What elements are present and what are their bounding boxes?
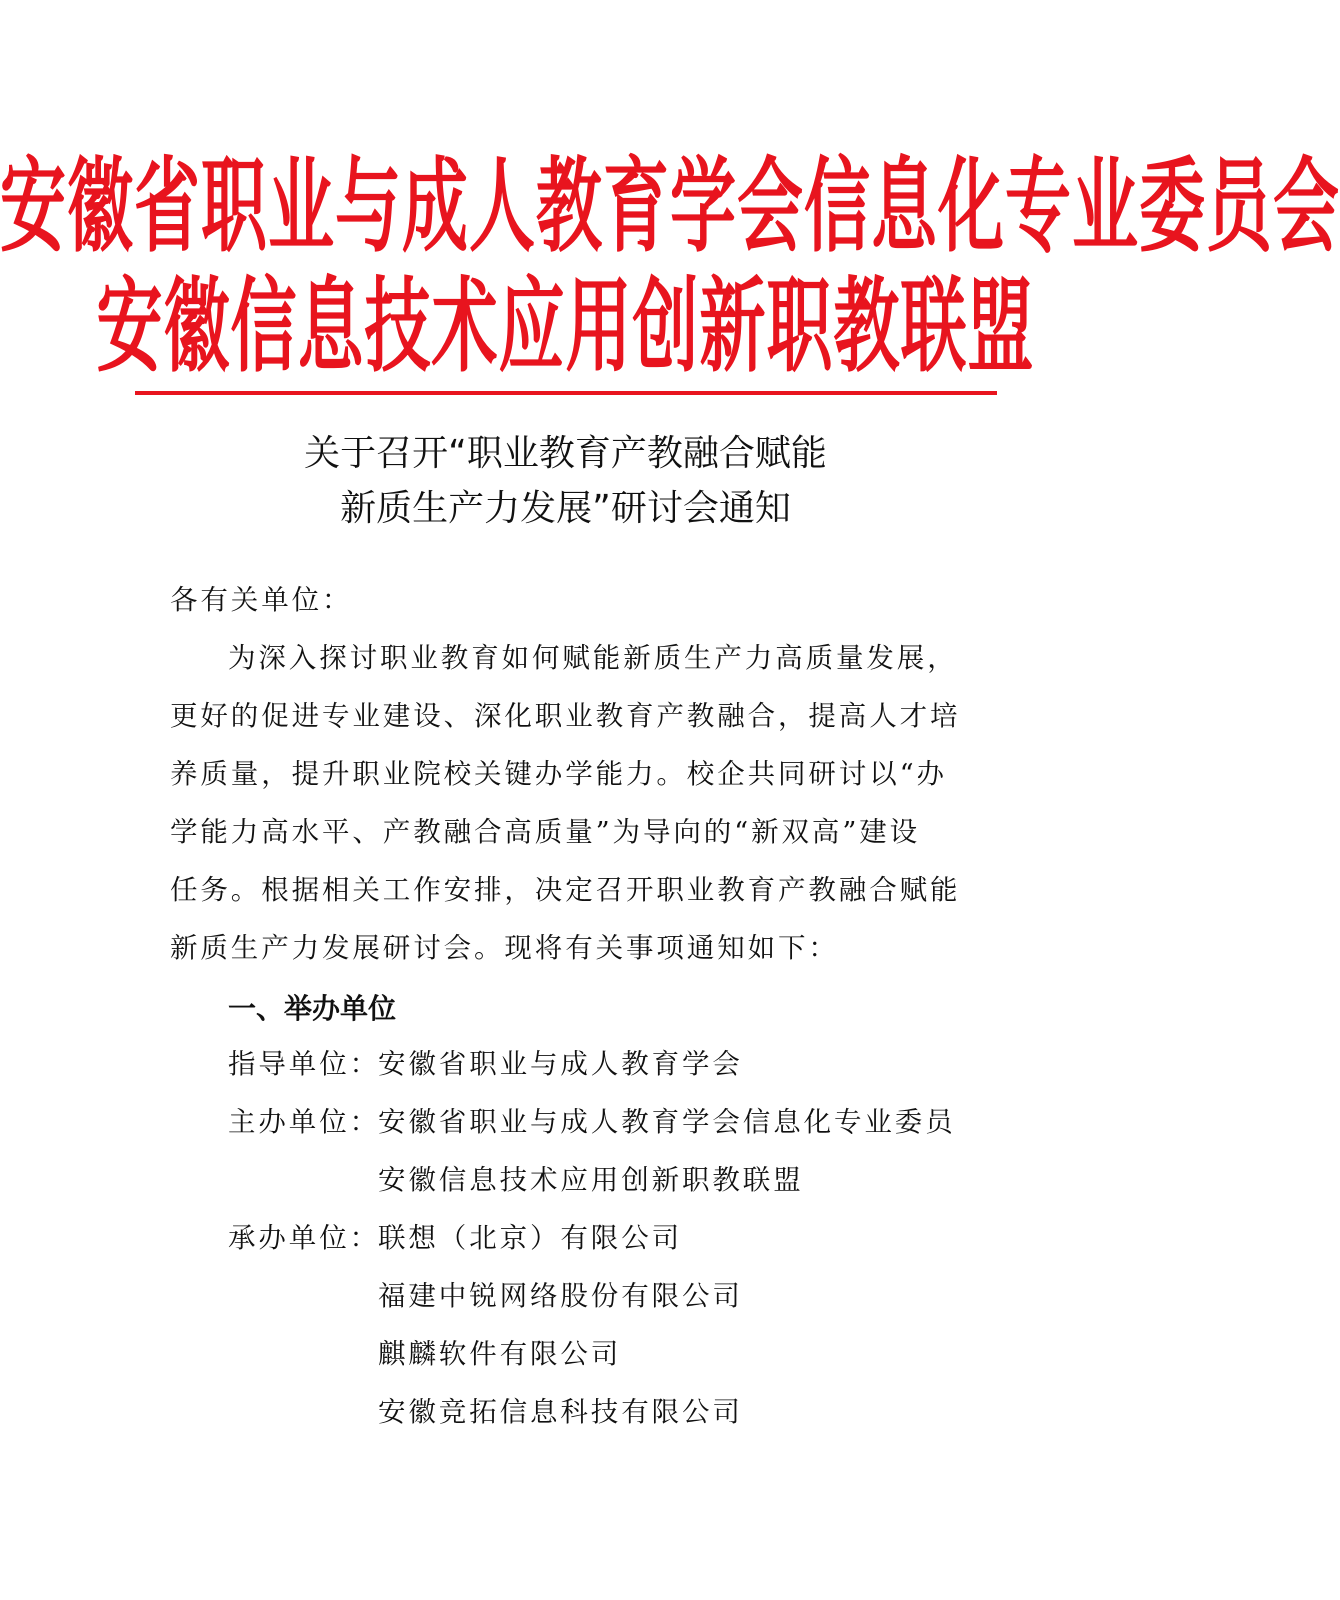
- document-title-line-2: 新质生产力发展”研讨会通知: [340, 488, 791, 529]
- host-unit-value: 安徽信息技术应用创新职教联盟: [378, 1164, 804, 1196]
- organizer-unit-label: 承办单位：: [228, 1222, 380, 1254]
- body-line: 任务。根据相关工作安排，决定召开职业教育产教融合赋能: [170, 874, 961, 906]
- body-line: 为深入探讨职业教育如何赋能新质生产力高质量发展，: [228, 642, 958, 674]
- body-line: 学能力高水平、产教融合高质量”为导向的“新双高”建设: [170, 816, 921, 848]
- body-line: 养质量，提升职业院校关键办学能力。校企共同研讨以“办: [170, 758, 947, 790]
- host-unit-value: 安徽省职业与成人教育学会信息化专业委员: [378, 1106, 956, 1138]
- body-line: 更好的促进专业建设、深化职业教育产教融合，提高人才培: [170, 700, 961, 732]
- organizer-unit-value: 福建中锐网络股份有限公司: [378, 1280, 743, 1312]
- salutation: 各有关单位：: [170, 584, 353, 616]
- letterhead-divider: [135, 391, 997, 395]
- document-title-line-1: 关于召开“职业教育产教融合赋能: [304, 433, 827, 474]
- section-heading-organizers: 一、举办单位: [228, 992, 397, 1025]
- body-line: 新质生产力发展研讨会。现将有关事项通知如下：: [170, 932, 839, 964]
- guide-unit-label: 指导单位：: [228, 1048, 380, 1080]
- guide-unit-value: 安徽省职业与成人教育学会: [378, 1048, 743, 1080]
- organizer-unit-value: 联想（北京）有限公司: [378, 1222, 682, 1254]
- host-unit-label: 主办单位：: [228, 1106, 380, 1138]
- organizer-unit-value: 麒麟软件有限公司: [378, 1338, 622, 1370]
- letterhead-org-line-1: 安徽省职业与成人教育学会信息化专业委员会: [0, 147, 1340, 267]
- letterhead: [0, 0, 1340, 400]
- letterhead-org-line-2: 安徽信息技术应用创新职教联盟: [96, 267, 1035, 387]
- organizer-unit-value: 安徽竞拓信息科技有限公司: [378, 1396, 743, 1428]
